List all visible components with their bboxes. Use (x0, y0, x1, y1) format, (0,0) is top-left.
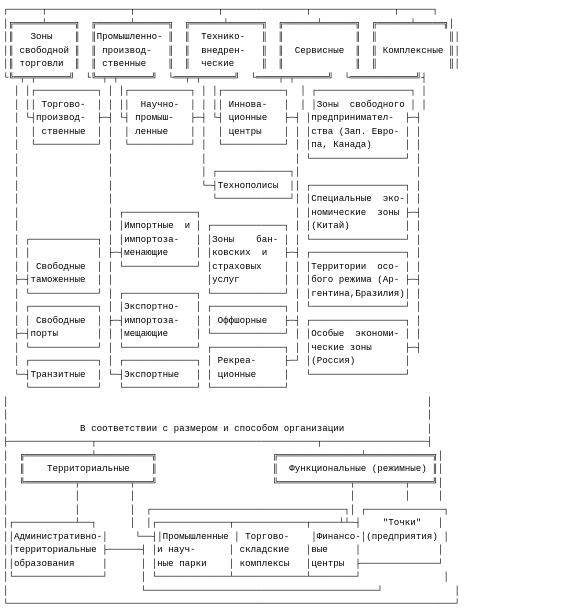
diagram-line: │ │ │ │ │ │ (3, 490, 444, 501)
diagram-line: └╚═╤═╤══════╝ └╚═╤═╤══════╝ └══╤═╤══════╝ └════╤═╤══════╝ └════════════╝┤ (3, 71, 427, 83)
diagram-line: │║ свободной ║ ║ производ- ║ ║ внедрен- ║ ║ Сервисные ║ ║ Комплексные ║│ (3, 44, 460, 56)
diagram-line: │ │ (3, 409, 433, 420)
diagram-line: │ ││ Торгово- │ │ ││ Научно- │ │ ││ Иннова- │ │ │Зоны свободного │ │ (3, 98, 427, 110)
diagram-line: │ │ Свободные │ ├─┤импортоза- │ │ Оффшорные ├─┤ ┌─────────────────┐ │ (3, 314, 422, 326)
diagram-line: │ ║ Территориальные ║ ║ Функциональные (режимные) ║│ (3, 463, 444, 474)
diagram-line: │ ╔════════════╧══════════╗ ╔═══════════════╧════════════╗│ (3, 449, 444, 461)
diagram-line: └─┤Транзитные │ └─┤Экспортные │ │ ционные │ └─────────────────┘ (3, 368, 422, 380)
diagram-line: │└────────────────┘ │ └─────────────┴─────────────┴────────┘ │ (3, 571, 449, 582)
diagram-line: │┌───────────┴──┐ │ │┌─────────────┬─────────────┬─────┴┴─┤ "Точки" │ (3, 517, 444, 528)
diagram-line: ├─┤порты │ │ │мещающие │ └─────────────┘ │ │Особые экономи- │ │ (3, 328, 422, 339)
diagram-line: │ В соответствии с размером и способом организации │ (3, 422, 433, 434)
diagram-line: └─────────────────────────────────────────────────────────────────────────────────┘ (3, 598, 460, 609)
diagram-line: │ │ ┌─────────────┐ │ │номические зоны ├─┤ (3, 206, 422, 218)
diagram-line: ├─┤таможенные │ │ │услуг │ │ │бого режима (Ар- ├─┤ (3, 274, 422, 285)
diagram-line: │ ┌────────────┐ │ │импортоза- │ │Зоны бан- │ │ └─────────────────┘ │ (3, 233, 422, 245)
diagram-line: │ │┌───────────┐ │ │┌───────────┐ │ │┌───────────┐ │ ┌─────────────────┐ │ (3, 85, 427, 96)
diagram-line: │ └────────────┘ │ └─────────────┘ ┌─────────────┐ │ │ческие зоны ├─┤ (3, 341, 422, 353)
diagram-line: │║ торговли ║ ║ ственные ║ ║ ческие ║ ║ ║ ║ ║│ (3, 58, 460, 69)
diagram-line: ┌──────┬───────────────┬───────────────┬───────────────┬───────────────┬──────┐ (3, 4, 438, 15)
diagram-line: └────────────┘ └─────────────┘ └─────────────┘ (3, 382, 422, 393)
diagram-line: │ │ └─────────────┘│ │Специальные эко-│ │ (3, 193, 422, 204)
diagram-line: │ │ ственные │ │ │ ленные │ │ │ центры │ │ │ства (Зап. Евро- │ │ (3, 125, 422, 137)
diagram-line: │ │ │ │ └─────────────────┘ │ (3, 152, 422, 164)
diagram-line: ││образования │ │ │ные парки │ комплексы │центры ├──────────────┘ (3, 557, 444, 569)
diagram-line: │ └──────────────────────────────────────────┘ │ (3, 584, 460, 596)
classification-diagram (3, 3, 460, 611)
diagram-line: │ └────────────┘ │ ┌─────────────┐ └─────────────┘ │ │гентина,Бразилия)│ │ (3, 287, 422, 299)
diagram-line: │╔═════╧═════╗ ╔══════╧══════╗ ╔══════╧══════╗ ╔══════╧══════╗ ╔══════╧═════╗│ (3, 17, 455, 29)
diagram-line: ││территориальные ├──────┤ │и науч- │ складские │вые │ │ (3, 544, 444, 555)
diagram-line: │ │ (3, 395, 433, 407)
diagram-line: │ └┤производ- ├─┤ └┤ промыш- ├─┤ └┤ ционные ├─┤ │предпринимател- ├─┤ (3, 112, 422, 123)
diagram-line: │ ╚═════════╤═════════╤═══╝ ╚═════════════╤═════════╤════╝│ (3, 476, 444, 488)
diagram-line: │ └───────────┘ │ └───────────┘ │ └───────────┘ │ │па, Канада) │ │ (3, 139, 422, 150)
diagram-line: │ │ │ ┌───────────────────────────────────┐│ ┌──────────────┐ (3, 503, 449, 515)
diagram-line: │ │ │ ├─┤менающие │ │ковских и ├─┤ ┌─────────────────┐ │ (3, 247, 422, 258)
diagram-line: ├───────────────┬────────────────────────────────────────┬───────────────────┤ (3, 436, 433, 447)
diagram-line: │ ┌────────────┐ │ │Экспортно- │ ┌─────────────┐ │ └─────────────────┘ │ (3, 301, 422, 312)
diagram-line: ││Административно-│ └──┤│Промышленные │ Торгово- │Финансо-│(предприятия) │ (3, 530, 449, 542)
diagram-line: │ │ Свободные │ │ └─────────────┘ │страховых │ │ │Территории осо- │ │ (3, 260, 422, 272)
diagram-line: │║ Зоны ║ ║Промышленно- ║ ║ Технико- ║ ║ ║ ║ ║│ (3, 31, 460, 42)
diagram-line: │ │ │Импортные и │ ┌─────────────┐ │ │(Китай) │ │ (3, 220, 422, 231)
diagram-line: │ │ │ ┌─────────────┐│ │ (3, 166, 422, 177)
diagram-line: │ │ └─┤Технополисы ││ ┌─────────────────┐ │ (3, 179, 422, 191)
diagram-line: │ ┌────────────┐ │ ┌─────────────┐ │ Рекреа- ├─┘ │(Россия) │ (3, 355, 422, 366)
